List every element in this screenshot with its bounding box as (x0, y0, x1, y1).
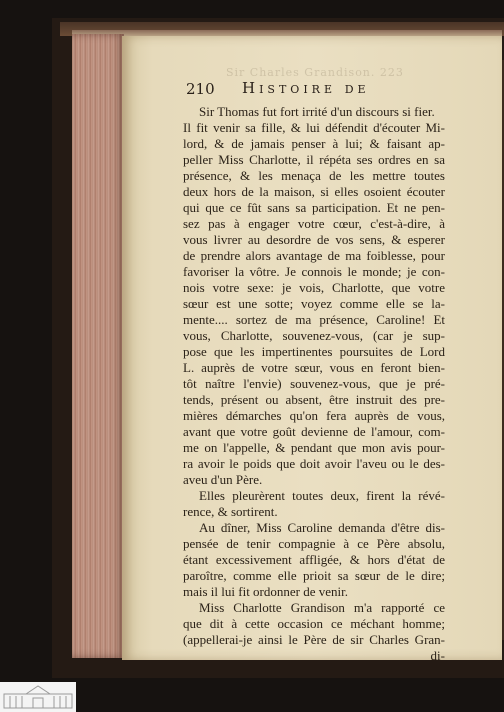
text-line: de prendre alors avantage de ma foiblesse, pour (183, 248, 445, 263)
text-line: nois votre sexe: je vois, Charlotte, que votre (183, 280, 445, 295)
text-line: aveu d'un Père. (183, 472, 263, 487)
text-line: sœur est une sotte; voyez comme elle se la- (183, 296, 445, 311)
text-line: L. auprès de votre sœur, vous en feront bien- (183, 360, 445, 375)
text-line: pensée de tenir compagnie à ce Père absolu, (183, 536, 445, 551)
text-line: mais il lui fit ordonner de venir. (183, 584, 348, 599)
text-line: favoriser la vôtre. Je connois le monde; je con- (183, 264, 445, 279)
text-line: Il fit venir sa fille, & lui défendit d'écouter Mi- (183, 120, 445, 135)
text-line: Au dîner, Miss Caroline demanda d'être dis- (199, 520, 445, 535)
text-line: me on l'appelle, & pendant que mon avis pour- (183, 440, 445, 455)
text-line: étant excessivement affligée, & hors d'état de (183, 552, 445, 567)
library-logo (0, 682, 76, 712)
text-line: deux hors de la maison, si elles osoient écouter (183, 184, 445, 199)
text-line: ra avoir le poids que doit avoir l'aveu ou le des- (183, 456, 445, 471)
text-line: (appellerai-je ainsi le Père de sir Charles Gran- (183, 632, 445, 647)
text-line: que dit à cette occasion ce méchant homme; (183, 616, 445, 631)
running-title-text: Histoire de (242, 79, 370, 97)
page-number: 210 (186, 80, 215, 98)
text-line: Elles pleurèrent toutes deux, firent la révé- (199, 488, 445, 503)
text-line: Sir Thomas fut fort irrité d'un discours si fier. (199, 104, 435, 119)
text-line: mente.... sortez de ma présence, Caroline! Et (183, 312, 445, 327)
text-line: pose que les impertinentes poursuites de Lord (183, 344, 445, 359)
text-line: peller Miss Charlotte, il répéta ses ordres en sa (183, 152, 445, 167)
bleed-through-text: Sir Charles Grandison. 223 (226, 66, 404, 79)
text-line: mières démarches qu'on fera auprès de vous, (183, 408, 445, 423)
text-line: présence, & les menaça de les mettre toutes (183, 168, 445, 183)
text-line: di- (430, 648, 445, 663)
library-building-icon (0, 682, 76, 712)
text-line: paroître, comme elle prioit sa sœur de le dire; (183, 568, 445, 583)
text-line: avant que votre goût devienne de l'amour, com- (183, 424, 445, 439)
text-line: vous, Charlotte, souvenez-vous, (car je sup- (183, 328, 445, 343)
text-line: lord, & de jamais penser à lui; & faisant ap- (183, 136, 445, 151)
page-edges (72, 34, 124, 658)
text-line: qui que ce fût sans sa participation. Et ne pen- (183, 200, 445, 215)
text-line: sez pas à engager votre cœur, c'est-à-dire, à (183, 216, 445, 231)
text-line: rence, & sortirent. (183, 504, 278, 519)
text-line: Miss Charlotte Grandison m'a rapporté ce (199, 600, 445, 615)
text-line: tôt naître l'envie) souvenez-vous, que je pré- (183, 376, 445, 391)
text-line: tends, présent ou absent, être instruit des pre- (183, 392, 445, 407)
text-line: vous livrer au desordre de vos sens, & esperer (183, 232, 445, 247)
page-header (186, 80, 462, 100)
running-title (242, 79, 370, 97)
body-text (183, 104, 445, 664)
